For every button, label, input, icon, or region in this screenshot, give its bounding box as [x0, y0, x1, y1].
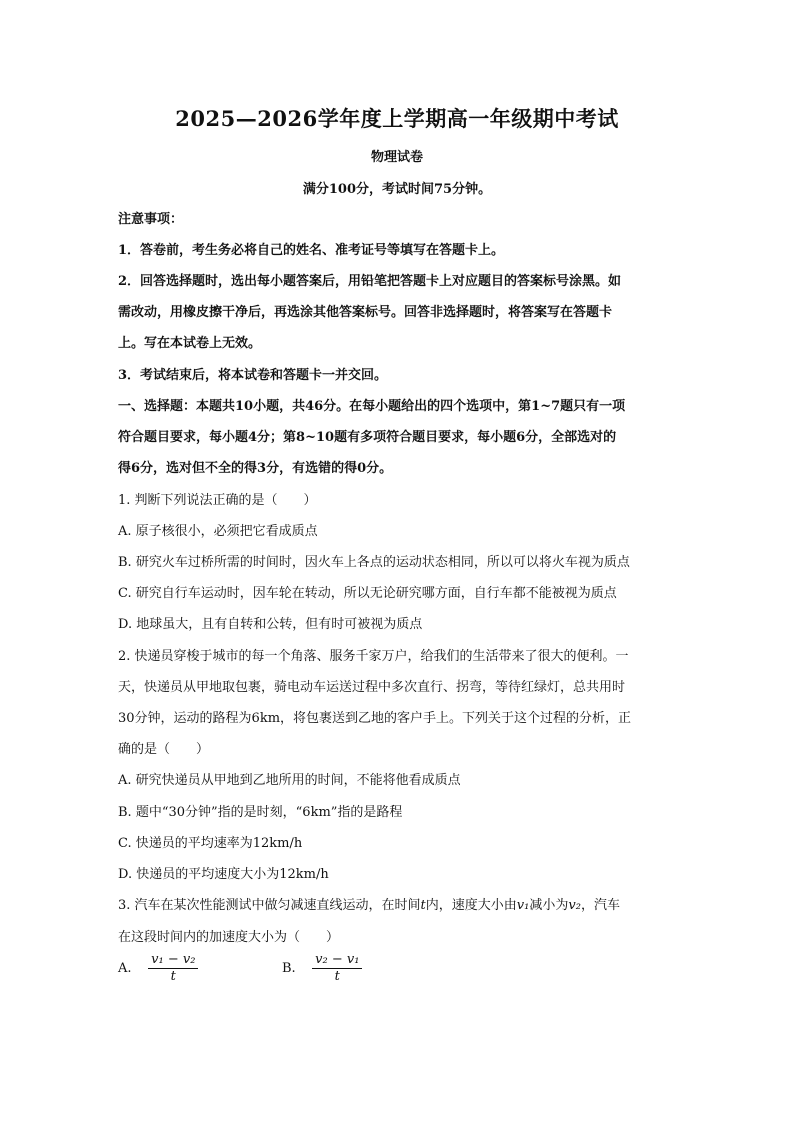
q2-stem-line-3: 30分钟，运动的路程为6km，将包裹送到乙地的客户手上。下列关于这个过程的分析，正	[118, 711, 632, 726]
subject-title: 物理试卷	[370, 150, 423, 165]
q3-var-v2: v₂	[568, 898, 581, 913]
q3-stem-part-d: ，汽车	[580, 898, 620, 913]
score-info: 满分100分，考试时间75分钟。	[302, 182, 492, 197]
q1-stem: 1. 判断下列说法正确的是（ ）	[118, 493, 317, 508]
q2-option-c: C. 快递员的平均速率为12km/h	[118, 836, 303, 851]
q3-option-a-label: A.	[118, 961, 132, 976]
note-line-3: 需改动，用橡皮擦干净后，再选涂其他答案标号。回答非选择题时，将答案写在答题卡	[118, 305, 613, 320]
q3-option-a-fraction	[148, 952, 198, 985]
q2-option-b: B. 题中“30分钟”指的是时刻，“6km”指的是路程	[118, 805, 403, 820]
q1-option-c: C. 研究自行车运动时，因车轮在转动，所以无论研究哪方面，自行车都不能被视为质点	[118, 586, 617, 601]
q1-option-b: B. 研究火车过桥所需的时间时，因火车上各点的运动状态相同，所以可以将火车视为质点	[118, 555, 630, 570]
section1-line-3: 得6分，选对但不全的得3分，有选错的得0分。	[118, 461, 393, 476]
note-line-2: 2．回答选择题时，选出每小题答案后，用铅笔把答题卡上对应题目的答案标号涂黑。如	[118, 274, 622, 289]
section1-line-1: 一、选择题：本题共10小题，共46分。在每小题给出的四个选项中，第1~7题只有一项	[118, 399, 626, 414]
q1-option-a: A. 原子核很小，必须把它看成质点	[118, 524, 318, 539]
section1-line-2: 符合题目要求，每小题4分；第8~10题有多项符合题目要求，每小题6分，全部选对的	[118, 430, 617, 445]
note-line-5: 3．考试结束后，将本试卷和答题卡一并交回。	[118, 368, 388, 383]
q3-option-b-fraction	[312, 952, 362, 985]
q1-option-d: D. 地球虽大，且有自转和公转，但有时可被视为质点	[118, 617, 423, 632]
note-line-4: 上。写在本试卷上无效。	[118, 336, 262, 351]
q3-stem-part-a: 3. 汽车在某次性能测试中做匀减速直线运动，在时间	[118, 898, 421, 913]
q3-stem-part-c: 减小为	[529, 898, 569, 913]
q2-option-a: A. 研究快递员从甲地到乙地所用的时间，不能将他看成质点	[118, 773, 461, 788]
q2-stem-line-4: 确的是（ ）	[118, 742, 210, 757]
q3-option-b-label: B.	[282, 961, 296, 976]
q3-option-b	[282, 952, 362, 985]
q3-stem-part-b: 内，速度大小由	[425, 898, 517, 913]
q2-option-d: D. 快递员的平均速度大小为12km/h	[118, 867, 329, 882]
q3-option-a-numerator: v₁ − v₂	[148, 952, 198, 969]
q3-option-a-denominator: t	[170, 969, 176, 984]
q3-var-v1: v₁	[516, 898, 530, 913]
q3-stem-line-2: 在这段时间内的加速度大小为（ ）	[118, 930, 340, 945]
q2-stem-line-2: 天，快递员从甲地取包裹，骑电动车运送过程中多次直行、拐弯，等待红绿灯，总共用时	[118, 680, 626, 695]
q3-stem-line-1	[118, 894, 620, 913]
q3-var-t: t	[420, 898, 426, 913]
note-line-1: 1．答卷前，考生务必将自己的姓名、准考证号等填写在答题卡上。	[118, 243, 505, 258]
q3-option-a	[118, 952, 198, 985]
q3-option-b-denominator: t	[334, 969, 340, 984]
q2-stem-line-1: 2. 快递员穿梭于城市的每一个角落、服务千家万户，给我们的生活带来了很大的便利。一	[118, 649, 629, 664]
notes-heading: 注意事项：	[118, 212, 184, 227]
exam-title: 2025—2026学年度上学期高一年级期中考试	[175, 106, 619, 131]
q3-option-b-numerator: v₂ − v₁	[312, 952, 362, 969]
